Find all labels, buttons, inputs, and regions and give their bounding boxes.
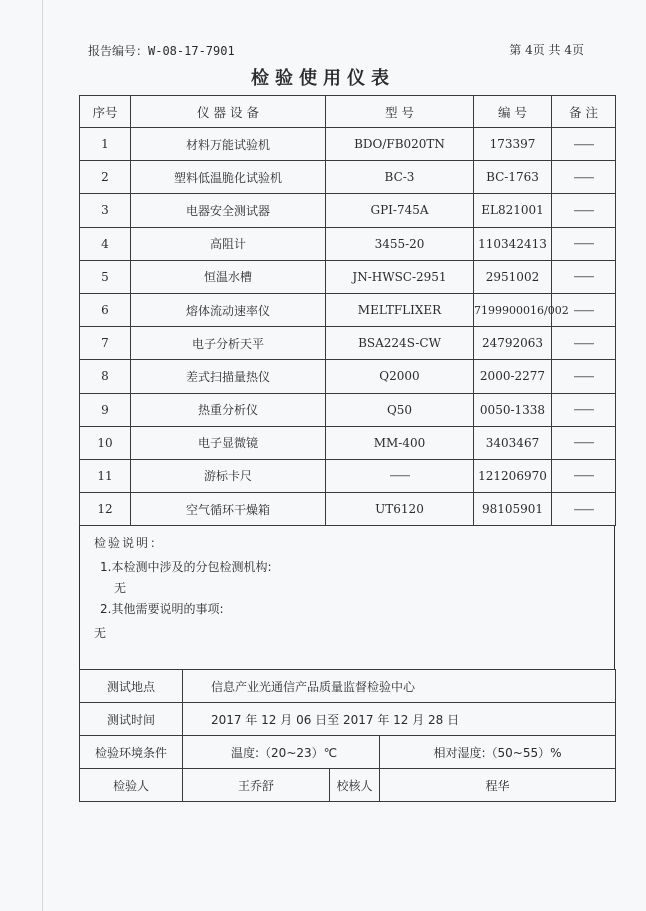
environment-label: 检验环境条件: [80, 736, 183, 769]
row-equipment-name: 高阻计: [131, 227, 326, 260]
row-remark: ——: [552, 360, 616, 393]
row-serial: 2951002: [474, 260, 552, 293]
inspector-name: 王乔舒: [183, 769, 330, 802]
row-model: MM-400: [326, 426, 474, 459]
row-model: JN-HWSC-2951: [326, 260, 474, 293]
row-remark: ——: [552, 227, 616, 260]
row-equipment-name: 热重分析仪: [131, 393, 326, 426]
row-remark: ——: [552, 426, 616, 459]
environment-row: [80, 736, 616, 769]
temperature-value: 温度:（20~23）℃: [183, 736, 380, 769]
test-info-table: [79, 669, 616, 802]
row-equipment-name: 差式扫描量热仪: [131, 360, 326, 393]
row-remark: ——: [552, 293, 616, 326]
row-equipment-name: 空气循环干燥箱: [131, 493, 326, 526]
table-row: [80, 161, 616, 194]
document-title: 检验使用仪表: [251, 68, 395, 89]
test-location-row: [80, 670, 616, 703]
row-no: 4: [80, 227, 131, 260]
row-remark: ——: [552, 128, 616, 161]
row-model: 3455-20: [326, 227, 474, 260]
table-row: [80, 293, 616, 326]
row-equipment-name: 熔体流动速率仪: [131, 293, 326, 326]
row-model: ——: [326, 459, 474, 492]
table-header-row: [80, 96, 616, 128]
table-row: [80, 393, 616, 426]
row-model: GPI-745A: [326, 194, 474, 227]
col-header-model: 型 号: [326, 96, 474, 128]
row-serial: EL821001: [474, 194, 552, 227]
row-equipment-name: 塑料低温脆化试验机: [131, 161, 326, 194]
page-fold-line: [42, 0, 43, 911]
row-equipment-name: 电子分析天平: [131, 327, 326, 360]
row-model: BC-3: [326, 161, 474, 194]
row-model: Q50: [326, 393, 474, 426]
row-remark: ——: [552, 493, 616, 526]
table-row: [80, 128, 616, 161]
row-no: 6: [80, 293, 131, 326]
row-serial: BC-1763: [474, 161, 552, 194]
row-model: BSA224S-CW: [326, 327, 474, 360]
humidity-value: 相对湿度:（50~55）%: [380, 736, 616, 769]
row-no: 8: [80, 360, 131, 393]
row-serial: 0050-1338: [474, 393, 552, 426]
col-header-remark: 备 注: [552, 96, 616, 128]
row-remark: ——: [552, 459, 616, 492]
row-remark: ——: [552, 161, 616, 194]
col-header-equipment: 仪 器 设 备: [131, 96, 326, 128]
row-serial: 110342413: [474, 227, 552, 260]
row-model: Q2000: [326, 360, 474, 393]
row-remark: ——: [552, 393, 616, 426]
row-equipment-name: 材料万能试验机: [131, 128, 326, 161]
row-remark: ——: [552, 260, 616, 293]
notes-item-1-value: 无: [114, 581, 127, 595]
row-remark: ——: [552, 327, 616, 360]
equipment-table: [79, 95, 616, 526]
signature-row: [80, 769, 616, 802]
test-time-row: [80, 703, 616, 736]
test-time-label: 测试时间: [80, 703, 183, 736]
row-no: 2: [80, 161, 131, 194]
row-serial: 98105901: [474, 493, 552, 526]
test-time-value: 2017 年 12 月 06 日至 2017 年 12 月 28 日: [183, 703, 616, 736]
row-remark: ——: [552, 194, 616, 227]
table-row: [80, 360, 616, 393]
row-serial: 24792063: [474, 327, 552, 360]
table-row: [80, 459, 616, 492]
table-row: [80, 194, 616, 227]
test-location-value: 信息产业光通信产品质量监督检验中心: [183, 670, 616, 703]
inspector-label: 检验人: [80, 769, 183, 802]
row-serial: 3403467: [474, 426, 552, 459]
row-equipment-name: 电器安全测试器: [131, 194, 326, 227]
notes-item-1: 1.本检测中涉及的分包检测机构:: [100, 560, 272, 574]
row-serial: 7199900016/002: [474, 293, 552, 326]
row-equipment-name: 恒温水槽: [131, 260, 326, 293]
reviewer-label: 校核人: [330, 769, 380, 802]
table-row: [80, 260, 616, 293]
notes-heading: 检验说明：: [94, 536, 165, 550]
notes-item-2-value: 无: [94, 626, 107, 640]
row-no: 3: [80, 194, 131, 227]
row-no: 5: [80, 260, 131, 293]
inspection-notes: [79, 526, 615, 669]
row-equipment-name: 电子显微镜: [131, 426, 326, 459]
table-row: [80, 426, 616, 459]
page-indicator: 第 4页 共 4页: [509, 43, 584, 57]
row-no: 12: [80, 493, 131, 526]
row-no: 1: [80, 128, 131, 161]
report-number: 报告编号：W-08-17-7901: [88, 44, 235, 58]
row-no: 10: [80, 426, 131, 459]
table-row: [80, 227, 616, 260]
row-serial: 121206970: [474, 459, 552, 492]
reviewer-name: 程华: [380, 769, 616, 802]
row-model: UT6120: [326, 493, 474, 526]
test-location-label: 测试地点: [80, 670, 183, 703]
col-header-serial: 编 号: [474, 96, 552, 128]
row-model: MELTFLIXER: [326, 293, 474, 326]
col-header-seq: 序号: [80, 96, 131, 128]
row-model: BDO/FB020TN: [326, 128, 474, 161]
table-row: [80, 327, 616, 360]
row-no: 9: [80, 393, 131, 426]
row-no: 11: [80, 459, 131, 492]
notes-item-2: 2.其他需要说明的事项:: [100, 602, 224, 616]
table-row: [80, 493, 616, 526]
row-serial: 2000-2277: [474, 360, 552, 393]
row-no: 7: [80, 327, 131, 360]
row-equipment-name: 游标卡尺: [131, 459, 326, 492]
row-serial: 173397: [474, 128, 552, 161]
